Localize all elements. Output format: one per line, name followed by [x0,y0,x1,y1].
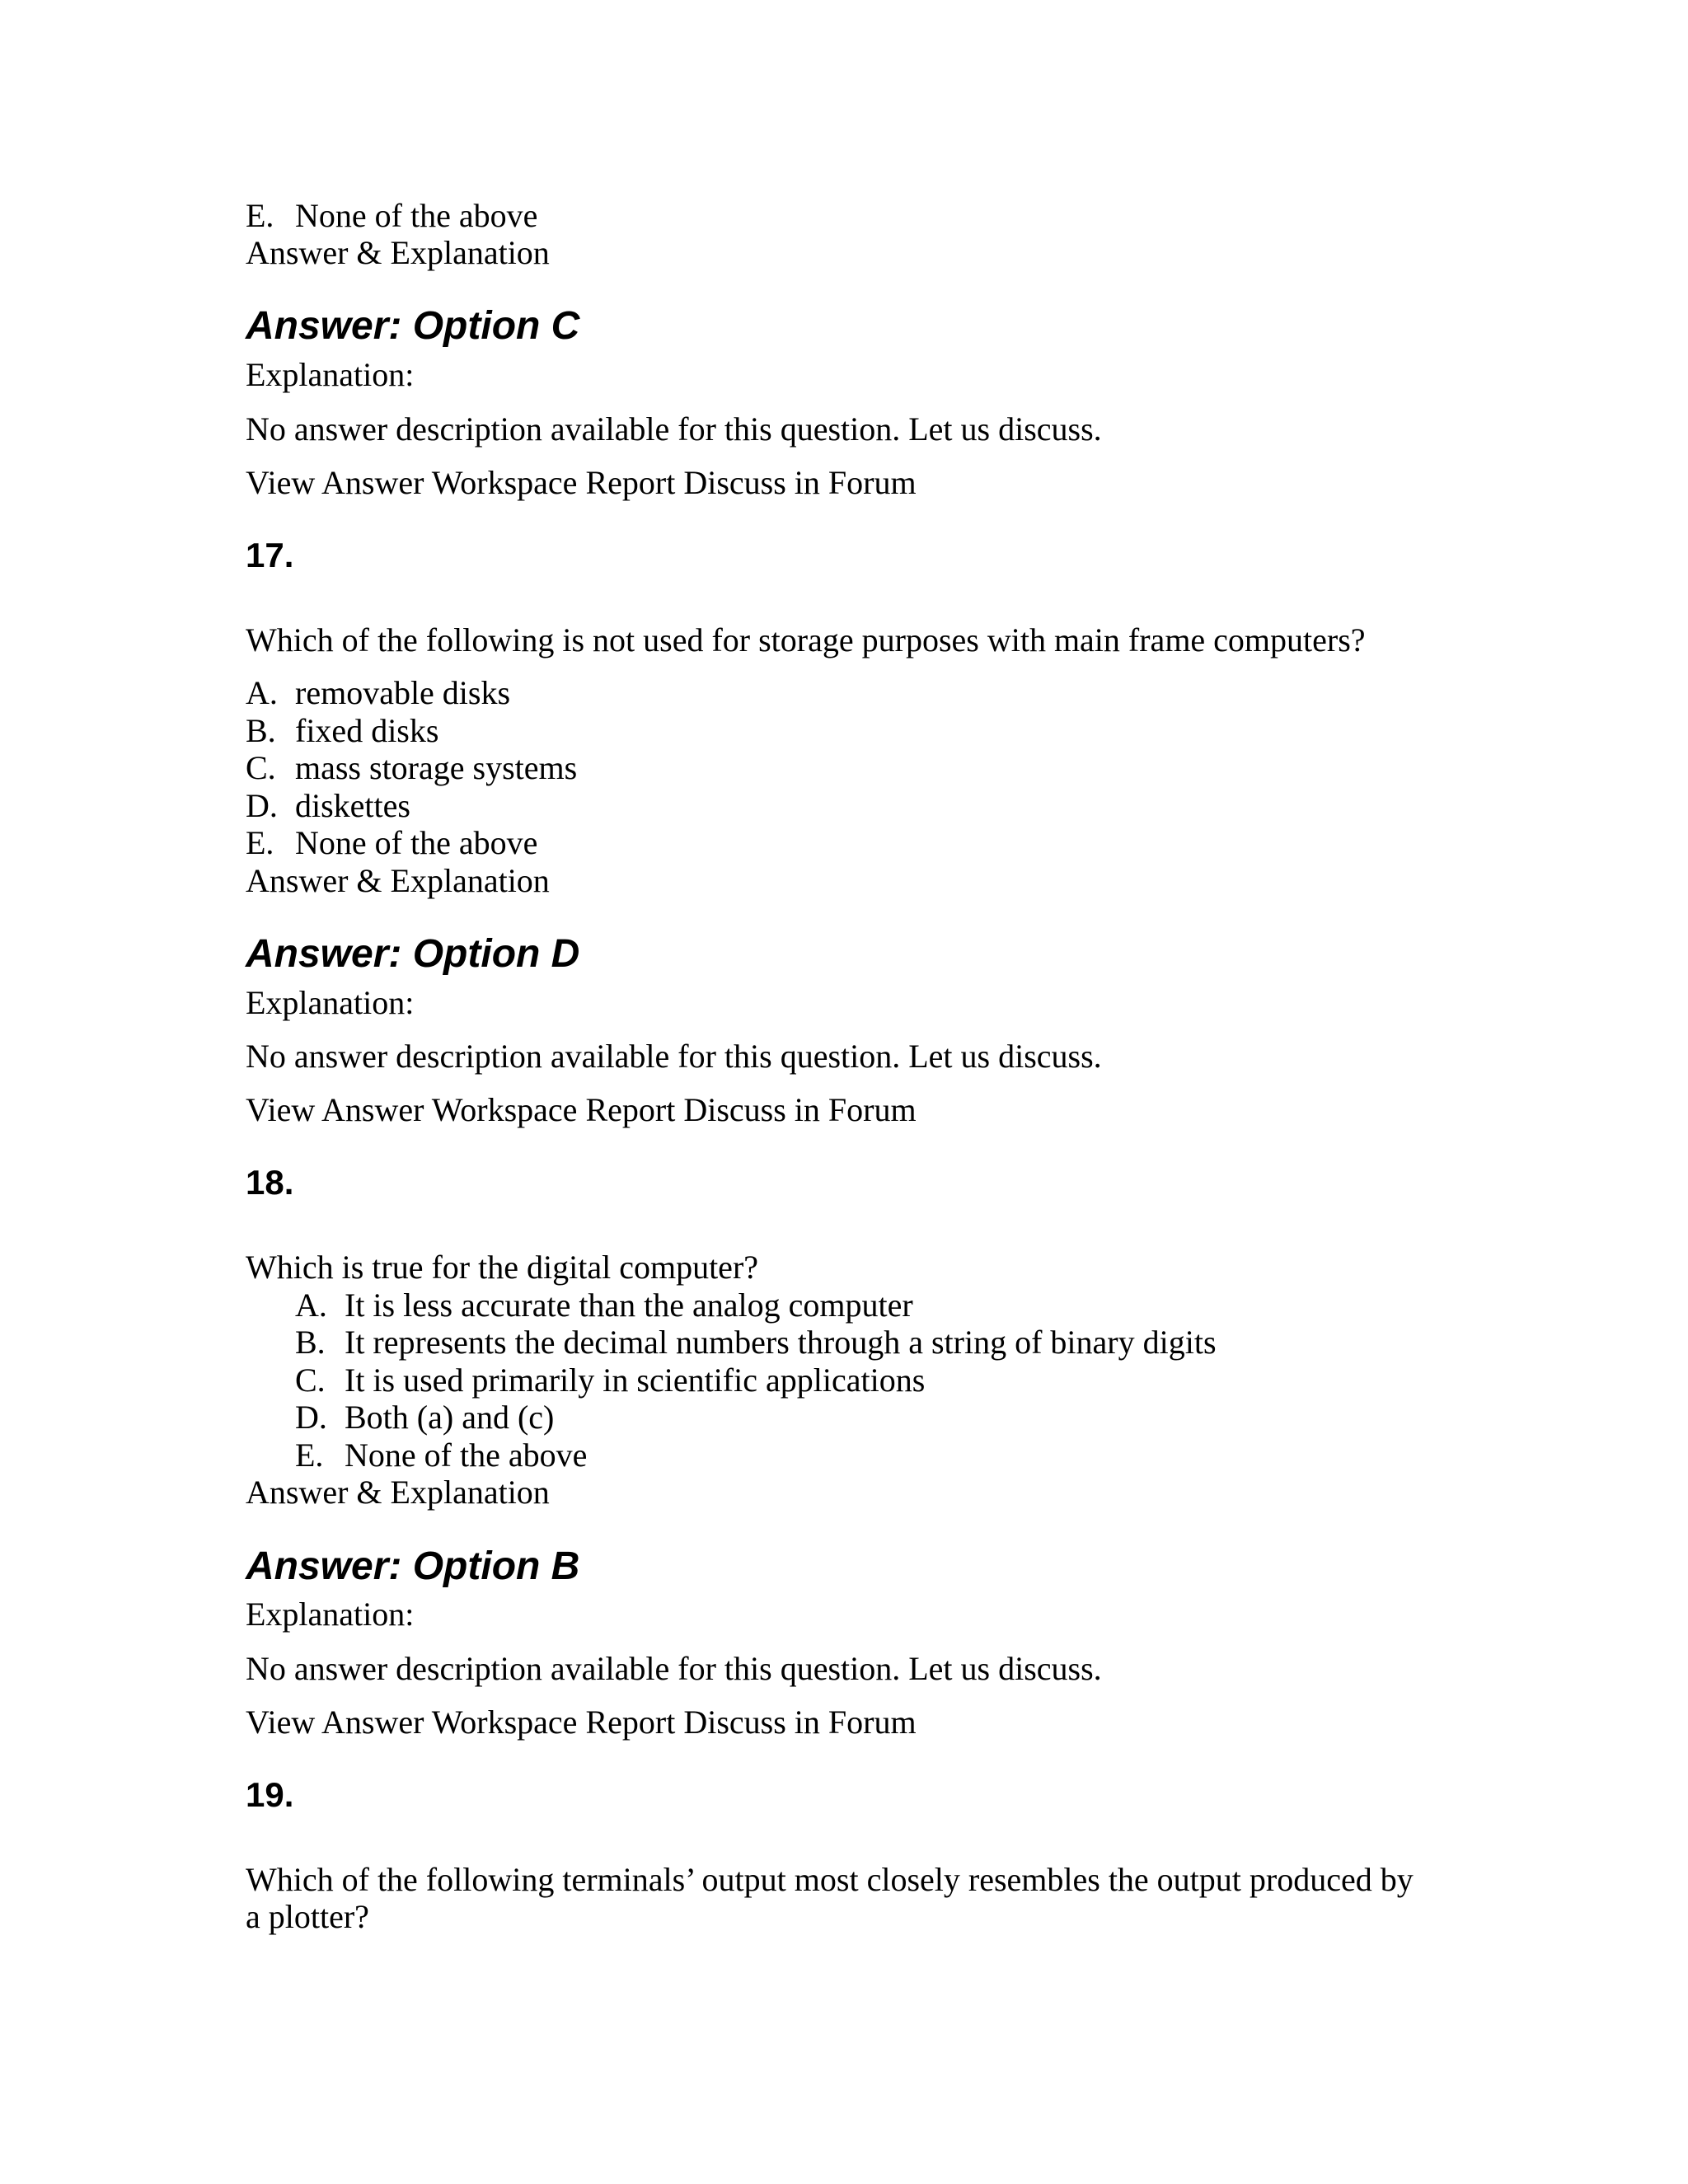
explanation-label: Explanation: [246,356,415,393]
option-letter: A. [246,674,278,711]
option-text: It represents the decimal numbers through a string of binary digits [345,1324,1217,1361]
explanation-label: Explanation: [246,1596,415,1633]
explanation-label: Explanation: [246,984,415,1021]
question-number: 18. [246,1163,294,1202]
option-text: Both (a) and (c) [345,1399,555,1436]
view-answer-link[interactable]: View Answer [246,1704,424,1741]
question-text: Which is true for the digital computer? [246,1249,759,1286]
question-number: 17. [246,536,294,574]
discuss-in-forum-link[interactable]: Discuss in Forum [683,1091,917,1128]
option-text: removable disks [295,674,511,711]
report-link[interactable]: Report [585,464,676,501]
question-text-line-1: Which of the following terminals’ output most closely resembles the output produced by [246,1861,1414,1898]
option-d[interactable] [295,1399,554,1436]
workspace-link[interactable]: Workspace [431,1091,578,1128]
option-c[interactable] [295,1361,925,1399]
option-text: None of the above [295,824,538,861]
option-letter: E. [246,824,274,861]
option-text: None of the above [295,197,538,234]
option-letter: E. [246,197,274,234]
report-link[interactable]: Report [585,1091,676,1128]
question-text-line-2: a plotter? [246,1898,369,1935]
option-letter: B. [295,1324,326,1361]
question-actions [246,1704,917,1741]
option-letter: E. [295,1436,324,1474]
option-a[interactable] [295,1286,913,1324]
view-answer-link[interactable]: View Answer [246,1091,424,1128]
discuss-in-forum-link[interactable]: Discuss in Forum [683,464,917,501]
option-b[interactable] [295,1324,1217,1361]
option-text: diskettes [295,787,410,824]
option-e[interactable] [246,824,537,862]
option-text: fixed disks [295,712,439,749]
view-answer-link[interactable]: View Answer [246,464,424,501]
answer-heading: Answer: Option D [246,932,580,976]
answer-heading: Answer: Option C [246,304,580,348]
option-text: It is less accurate than the analog computer [345,1286,913,1324]
explanation-text: No answer description available for this question. Let us discuss. [246,1038,1102,1075]
option-e[interactable] [295,1436,587,1474]
question-number: 19. [246,1775,294,1814]
option-letter: C. [295,1361,326,1399]
option-letter: B. [246,712,276,749]
question-actions [246,1091,917,1129]
option-e[interactable] [246,197,537,235]
explanation-text: No answer description available for this question. Let us discuss. [246,1650,1102,1687]
option-text: mass storage systems [295,749,578,786]
option-a[interactable] [246,674,510,712]
option-c[interactable] [246,749,577,787]
report-link[interactable]: Report [585,1704,676,1741]
answer-explanation-link[interactable]: Answer & Explanation [246,234,550,271]
question-actions [246,464,917,502]
option-text: None of the above [345,1436,588,1474]
answer-explanation-link[interactable]: Answer & Explanation [246,862,550,899]
option-letter: A. [295,1286,327,1324]
option-letter: C. [246,749,276,786]
option-text: It is used primarily in scientific applications [345,1361,926,1399]
question-text: Which of the following is not used for storage purposes with main frame computers? [246,621,1366,658]
option-letter: D. [246,787,278,824]
answer-explanation-link[interactable]: Answer & Explanation [246,1474,550,1511]
option-b[interactable] [246,712,438,750]
workspace-link[interactable]: Workspace [431,464,578,501]
explanation-text: No answer description available for this question. Let us discuss. [246,410,1102,448]
option-letter: D. [295,1399,327,1436]
option-d[interactable] [246,787,410,825]
discuss-in-forum-link[interactable]: Discuss in Forum [683,1704,917,1741]
answer-heading: Answer: Option B [246,1544,580,1588]
workspace-link[interactable]: Workspace [431,1704,578,1741]
